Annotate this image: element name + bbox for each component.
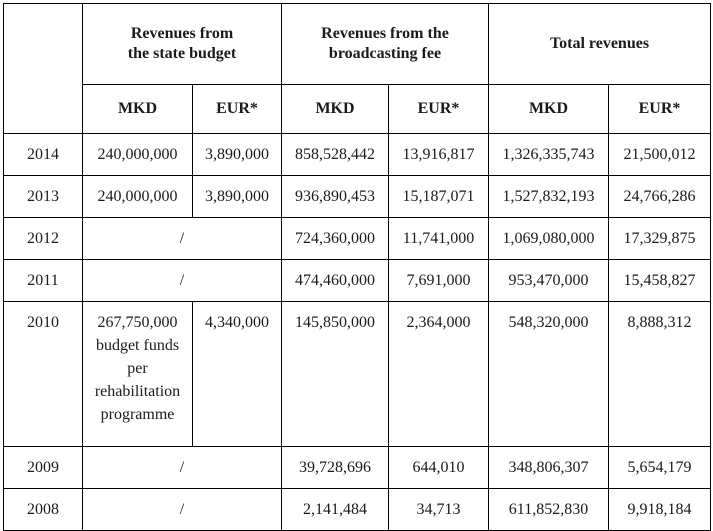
fee-eur-cell: 11,741,000: [389, 218, 489, 260]
total-eur-cell: 21,500,012: [609, 134, 711, 176]
state-mkd-line: rehabilitation: [94, 383, 181, 400]
year-cell: 2014: [4, 134, 83, 176]
fee-mkd-cell: 145,850,000: [282, 302, 389, 447]
state-merged-cell: /: [83, 447, 282, 489]
total-mkd-cell: 611,852,830: [489, 489, 609, 531]
fee-eur-cell: 13,916,817: [389, 134, 489, 176]
header-state-budget: [83, 4, 282, 85]
total-eur-cell: 8,888,312: [609, 302, 711, 447]
fee-eur-cell: 2,364,000: [389, 302, 489, 447]
total-mkd-cell: 348,806,307: [489, 447, 609, 489]
header-total-revenues: [489, 4, 711, 85]
table-row: [4, 134, 711, 176]
total-eur-cell: 5,654,179: [609, 447, 711, 489]
year-cell: 2013: [4, 176, 83, 218]
fee-eur-cell: 644,010: [389, 447, 489, 489]
total-eur-cell: 17,329,875: [609, 218, 711, 260]
fee-eur-cell: 15,187,071: [389, 176, 489, 218]
group-header-row: [4, 4, 711, 85]
subheader-total-mkd: MKD: [489, 85, 609, 134]
table-row: [4, 302, 711, 447]
header-line: broadcasting fee: [328, 45, 442, 62]
state-eur-cell: 4,340,000: [193, 302, 282, 447]
total-eur-cell: 15,458,827: [609, 260, 711, 302]
year-cell: 2008: [4, 489, 83, 531]
state-mkd-cell: [83, 302, 193, 447]
fee-mkd-cell: 2,141,484: [282, 489, 389, 531]
state-merged-cell: /: [83, 218, 282, 260]
state-mkd-cell: 240,000,000: [83, 176, 193, 218]
table-row: [4, 260, 711, 302]
header-broadcasting-fee: [282, 4, 489, 85]
state-mkd-line: 267,750,000: [97, 314, 178, 331]
sub-header-row: [4, 85, 711, 134]
fee-mkd-cell: 474,460,000: [282, 260, 389, 302]
corner-cell: [4, 4, 83, 134]
fee-eur-cell: 34,713: [389, 489, 489, 531]
fee-mkd-cell: 936,890,453: [282, 176, 389, 218]
subheader-fee-eur: EUR*: [389, 85, 489, 134]
total-mkd-cell: 548,320,000: [489, 302, 609, 447]
total-eur-cell: 24,766,286: [609, 176, 711, 218]
year-cell: 2010: [4, 302, 83, 447]
header-line: Revenues from the: [321, 25, 449, 42]
subheader-state-eur: EUR*: [193, 85, 282, 134]
total-mkd-cell: 1,527,832,193: [489, 176, 609, 218]
fee-mkd-cell: 39,728,696: [282, 447, 389, 489]
state-merged-cell: /: [83, 260, 282, 302]
header-line: Total revenues: [549, 35, 650, 52]
state-merged-cell: /: [83, 489, 282, 531]
table-row: [4, 489, 711, 531]
state-mkd-line: budget funds: [95, 337, 180, 354]
total-mkd-cell: 1,326,335,743: [489, 134, 609, 176]
state-eur-cell: 3,890,000: [193, 176, 282, 218]
header-line: the state budget: [127, 45, 237, 62]
subheader-fee-mkd: MKD: [282, 85, 389, 134]
year-cell: 2009: [4, 447, 83, 489]
year-cell: 2011: [4, 260, 83, 302]
subheader-total-eur: EUR*: [609, 85, 711, 134]
revenues-table: [3, 3, 711, 531]
fee-eur-cell: 7,691,000: [389, 260, 489, 302]
state-mkd-cell: 240,000,000: [83, 134, 193, 176]
subheader-state-mkd: MKD: [83, 85, 193, 134]
total-mkd-cell: 1,069,080,000: [489, 218, 609, 260]
table-row: [4, 447, 711, 489]
total-mkd-cell: 953,470,000: [489, 260, 609, 302]
table-row: [4, 218, 711, 260]
total-eur-cell: 9,918,184: [609, 489, 711, 531]
state-mkd-line: programme: [100, 406, 175, 423]
header-line: Revenues from: [130, 25, 234, 42]
year-cell: 2012: [4, 218, 83, 260]
state-eur-cell: 3,890,000: [193, 134, 282, 176]
fee-mkd-cell: 724,360,000: [282, 218, 389, 260]
table-row: [4, 176, 711, 218]
state-mkd-line: per: [127, 360, 148, 377]
fee-mkd-cell: 858,528,442: [282, 134, 389, 176]
